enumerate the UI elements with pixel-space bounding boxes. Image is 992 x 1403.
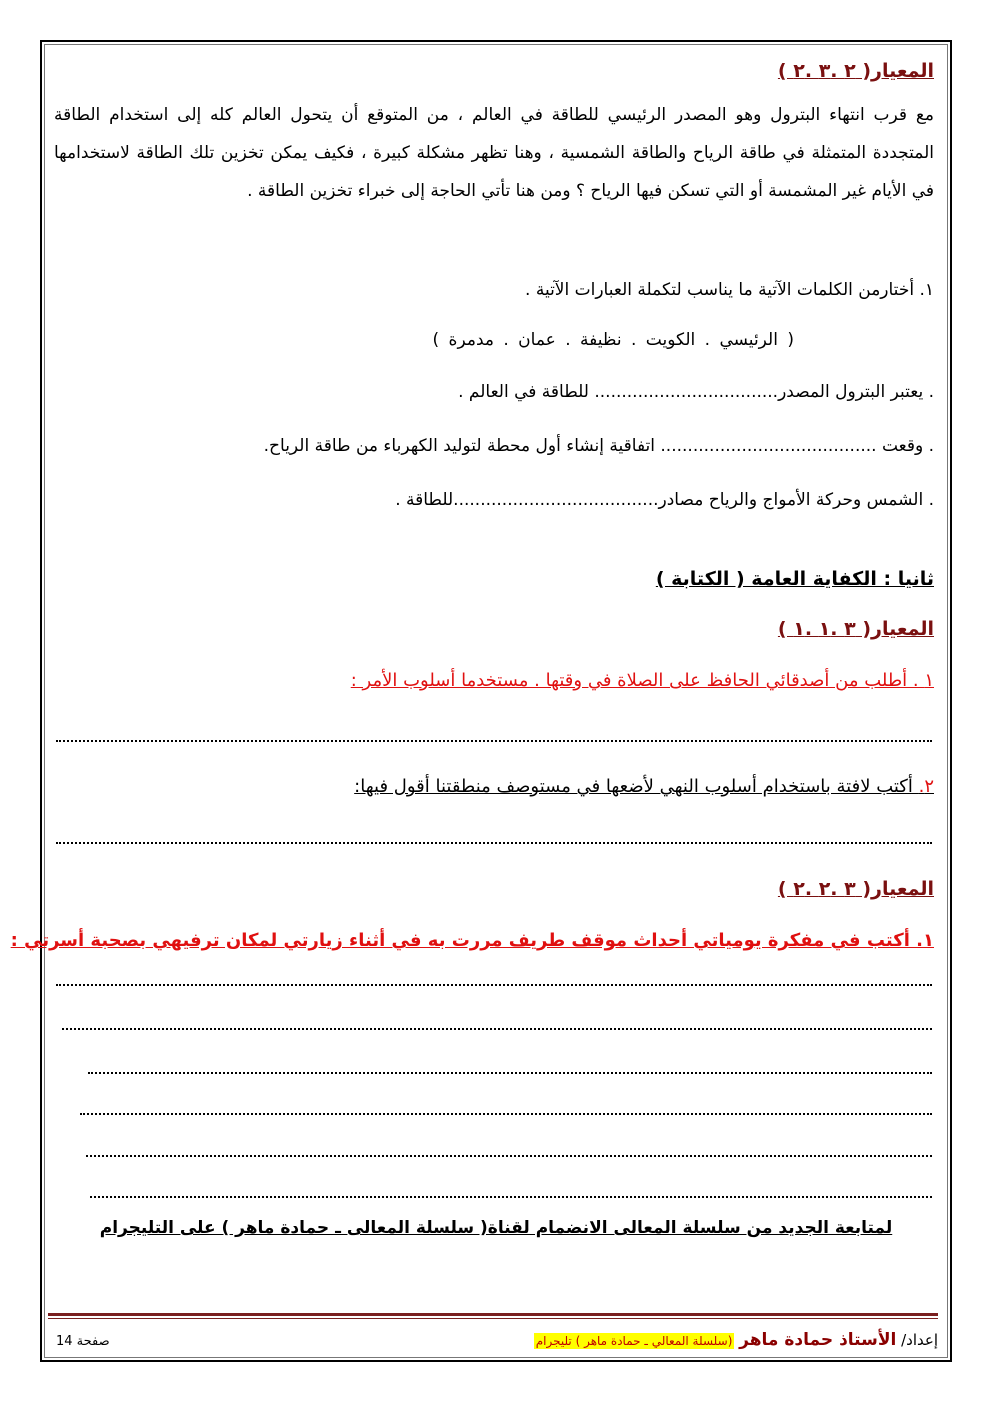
footer-author bbox=[534, 1330, 938, 1350]
section-heading: ثانيا : الكفاية العامة ( الكتابة ) bbox=[655, 568, 934, 590]
answer-line[interactable] bbox=[90, 1196, 932, 1198]
page-number: صفحة 14 bbox=[56, 1334, 110, 1349]
answer-line[interactable] bbox=[56, 740, 932, 742]
footer-author-name: الأستاذ حمادة ماهر bbox=[739, 1330, 897, 1350]
word-choices: ( الرئيسي . الكويت . نظيفة . عمان . مدمرة ) bbox=[432, 330, 794, 350]
footer-prefix: إعداد/ bbox=[896, 1331, 938, 1349]
criterion-heading: المعيار( ٢ .٣ .٢ ) bbox=[777, 60, 934, 82]
writing-task-2-number: ٢. bbox=[918, 776, 934, 797]
answer-line[interactable] bbox=[80, 1113, 932, 1115]
fill-sentence-2: . وقعت ........................................ اتفاقية إنشاء أول محطة لتوليد الكهرباء من طاقة الرياح. bbox=[263, 436, 934, 456]
question-prompt: ١. أختارمن الكلمات الآتية ما يناسب لتكملة العبارات الآتية . bbox=[525, 280, 934, 300]
page-footer bbox=[48, 1326, 938, 1356]
criterion-heading-3: المعيار( ٣ .٢ .٢ ) bbox=[777, 878, 934, 900]
page-frame-inner bbox=[44, 44, 948, 1358]
answer-line[interactable] bbox=[86, 1155, 932, 1157]
footer-rule bbox=[48, 1313, 938, 1316]
footer-series: (سلسلة المعالي ـ حمادة ماهر ) تليجرام bbox=[535, 1334, 733, 1348]
writing-task-3: ١. أكتب في مفكرة يومياتي أحداث موقف طريف مررت به في أثناء زيارتي لمكان ترفيهي بصحبة أسرتي : bbox=[10, 930, 934, 951]
writing-task-1: ١ . أطلب من أصدقائي الحافظ على الصلاة في وقتها . مستخدما أسلوب الأمر : bbox=[350, 670, 934, 691]
answer-line[interactable] bbox=[56, 984, 932, 986]
answer-line[interactable] bbox=[88, 1072, 932, 1074]
fill-sentence-3: . الشمس وحركة الأمواج والرياح مصادر......................................للطاقة . bbox=[395, 490, 934, 510]
reading-passage: مع قرب انتهاء البترول وهو المصدر الرئيسي للطاقة في العالم ، من المتوقع أن يتحول العالم كله إلى استخدام الطاقة المتجددة المتمثلة في طاقة الرياح والطاقة الشمسية ، وهنا تظهر مشكلة كبيرة ، فكيف يمكن تخزين تلك الطاقة لاستخدامها في الأيام غير المشمسة أو التي تسكن فيها الرياح ؟ ومن هنا تأتي الحاجة إلى خبراء تخزين الطاقة . bbox=[54, 105, 934, 201]
channel-note: لمتابعة الجديد من سلسلة المعالى الانضمام لقناة( سلسلة المعالى ـ حمادة ماهر ) على التليجرام bbox=[99, 1218, 893, 1238]
criterion-heading-2: المعيار( ٣ .١ .١ ) bbox=[777, 618, 934, 640]
answer-line[interactable] bbox=[56, 842, 932, 844]
fill-sentence-1: . يعتبر البترول المصدر.................................. للطاقة في العالم . bbox=[458, 382, 934, 402]
answer-line[interactable] bbox=[62, 1028, 932, 1030]
writing-task-2 bbox=[354, 776, 934, 797]
writing-task-2-text: أكتب لافتة باستخدام أسلوب النهي لأضعها في مستوصف منطقتنا أقول فيها: bbox=[354, 776, 919, 797]
footer-rule-thin bbox=[48, 1318, 938, 1319]
